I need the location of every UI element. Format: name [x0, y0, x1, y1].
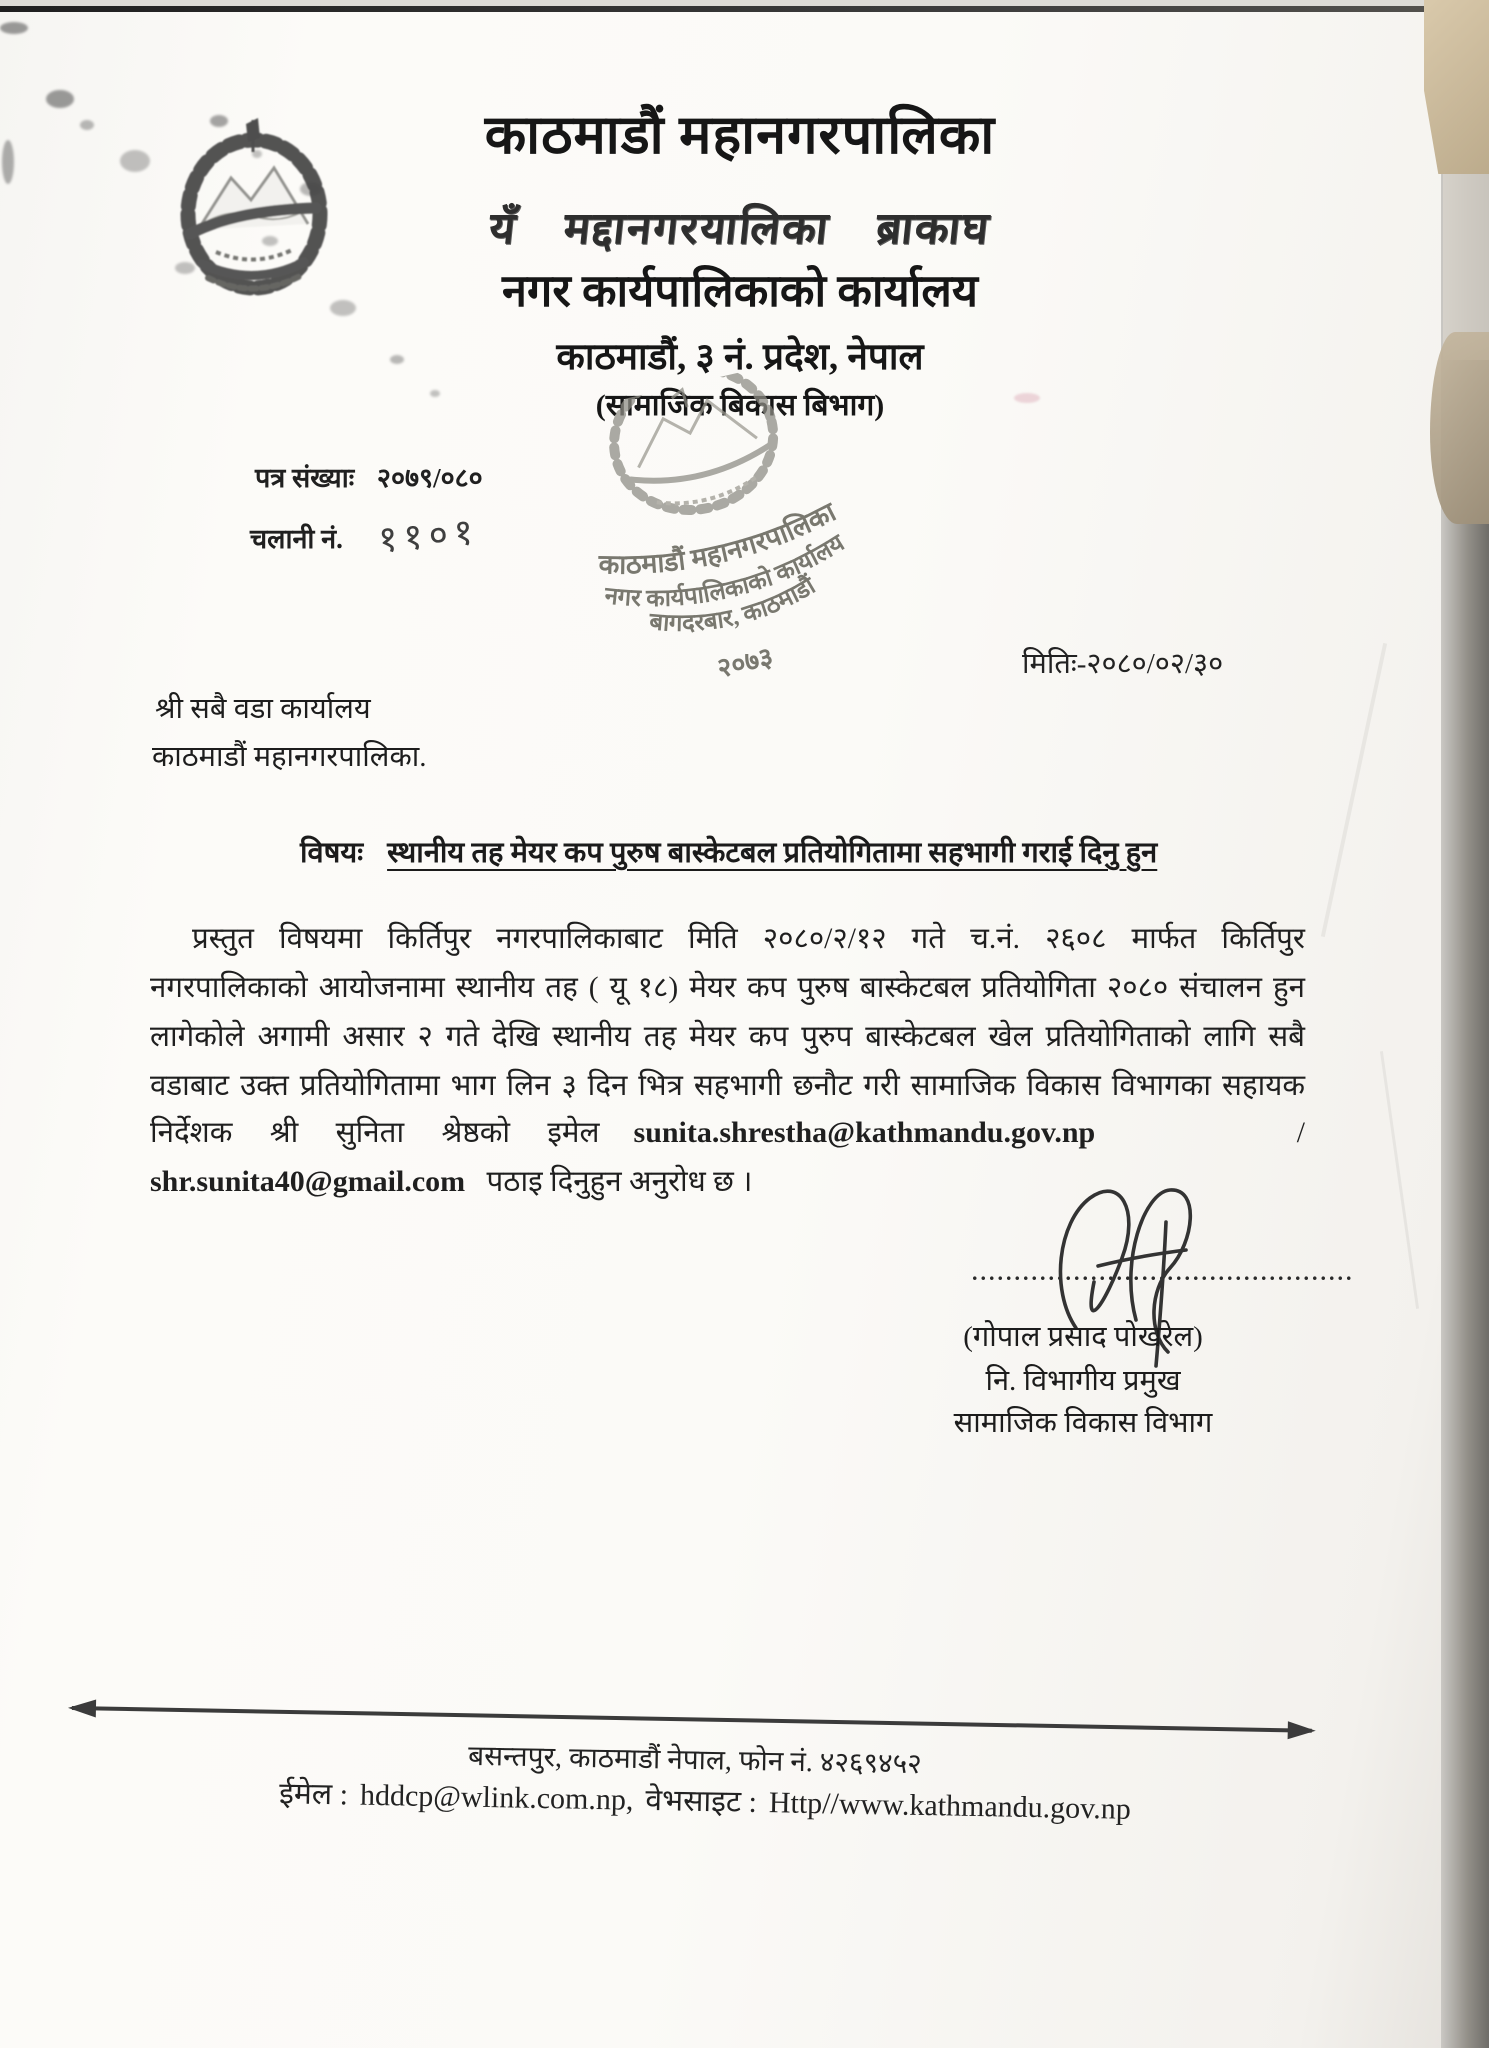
scan-smudge — [0, 22, 28, 34]
body-line: नगरपालिकाको आयोजनामा स्थानीय तह ( यू १८) मेयर कप पुरुष बास्केटबल प्रतियोगिता २०८० संचालन हुन — [150, 972, 1305, 1004]
letter-number-value: २०७९/०८० — [376, 463, 483, 493]
scan-right-edge-light — [1443, 150, 1489, 360]
body-line-with-email — [150, 1110, 1305, 1151]
scan-smudge — [330, 300, 356, 316]
footer-address-phone: बसन्तपुर, काठमाडौं नेपाल, फोन नं. ४२६९४५२ — [467, 1740, 923, 1781]
scan-smudge — [120, 150, 150, 172]
body-line5-separator: / — [1296, 1117, 1305, 1149]
subject-label: विषयः — [300, 837, 364, 869]
letter-number-row — [255, 458, 483, 495]
letter-number-label: पत्र संख्याः — [255, 463, 355, 493]
letterhead-ornamental-script: यँ मद्दानगरयालिका ब्राकाघ — [486, 204, 993, 253]
dispatch-number-label: चलानी नं. — [250, 524, 343, 554]
stamp-text-line2: नगर कार्यपालिकाको कार्यालय — [603, 530, 850, 613]
subject-row — [300, 832, 1200, 871]
footer-website-label: वेभसाइट : — [645, 1783, 758, 1819]
letter-date: मितिः-२०८०/०२/३० — [1022, 648, 1224, 680]
body-line6-text: पठाइ दिनुहुन अनुरोध छ । — [486, 1166, 753, 1198]
letterhead-department-line: (सामाजिक बिकास बिभाग) — [595, 389, 885, 422]
footer-email-value: hddcp@wlink.com.np, — [359, 1778, 634, 1817]
signatory-title: नि. विभागीय प्रमुख — [985, 1365, 1181, 1397]
contact-email-primary: sunita.shrestha@kathmandu.gov.np — [633, 1116, 1096, 1149]
letterhead-address-line: काठमाडौं, ३ नं. प्रदेश, नेपाल — [556, 337, 924, 378]
body-line: वडाबाट उक्त प्रतियोगितामा भाग लिन ३ दिन भित्र सहभागी छनौट गरी सामाजिक विकास विभागका सहायक — [150, 1070, 1305, 1102]
stamp-text-line3: बागदरबार, काठमाडौं — [648, 573, 821, 637]
signatory-name: (गोपाल प्रसाद पोखरेल) — [963, 1321, 1203, 1353]
contact-email-secondary: shr.sunita40@gmail.com — [150, 1165, 466, 1198]
letterhead-office-name: नगर कार्यपालिकाको कार्यालय — [502, 266, 978, 316]
letterhead-title: काठमाडौं महानगरपालिका — [484, 105, 996, 165]
scan-top-edge-line — [0, 6, 1489, 12]
scan-smudge — [46, 90, 74, 108]
footer-email-label: ईमेल : — [278, 1777, 349, 1812]
arrow-left-icon — [68, 1699, 96, 1718]
dispatch-number-row — [250, 508, 481, 562]
municipality-emblem-icon — [176, 112, 332, 312]
scan-smudge — [80, 120, 94, 130]
stamp-text-line1: काठमाडौं महानगरपालिका — [598, 496, 841, 580]
scan-torn-edge — [1430, 332, 1489, 524]
addressee-line2: काठमाडौं महानगरपालिका. — [152, 741, 427, 773]
footer-website-value: Http//www.kathmandu.gov.np — [768, 1786, 1132, 1826]
body-line5-text: निर्देशक श्री सुनिता श्रेष्ठको इमेल — [150, 1117, 600, 1149]
dispatch-number-handwritten-value: ११०१ — [376, 509, 481, 562]
signature-dotted-line: ............................................. — [972, 1260, 1355, 1285]
scan-smudge — [2, 140, 14, 184]
body-line: लागेकोले अगामी असार २ गते देखि स्थानीय तह मेयर कप पुरुप बास्केटबल खेल प्रतियोगिताको लागि सबै — [150, 1021, 1305, 1053]
stamp-year: २०७३ — [714, 641, 776, 684]
signatory-department: सामाजिक विकास विभाग — [953, 1407, 1213, 1439]
arrow-right-icon — [1288, 1721, 1316, 1740]
addressee-line1: श्री सबै वडा कार्यालय — [155, 693, 371, 725]
body-line: प्रस्तुत विषयमा किर्तिपुर नगरपालिकाबाट मिति २०८०/२/१२ गते च.नं. २६०८ मार्फत किर्तिपुर — [192, 923, 1305, 955]
subject-text: स्थानीय तह मेयर कप पुरुष बास्केटबल प्रतियोगितामा सहभागी गराई दिनु हुन — [387, 837, 1158, 869]
